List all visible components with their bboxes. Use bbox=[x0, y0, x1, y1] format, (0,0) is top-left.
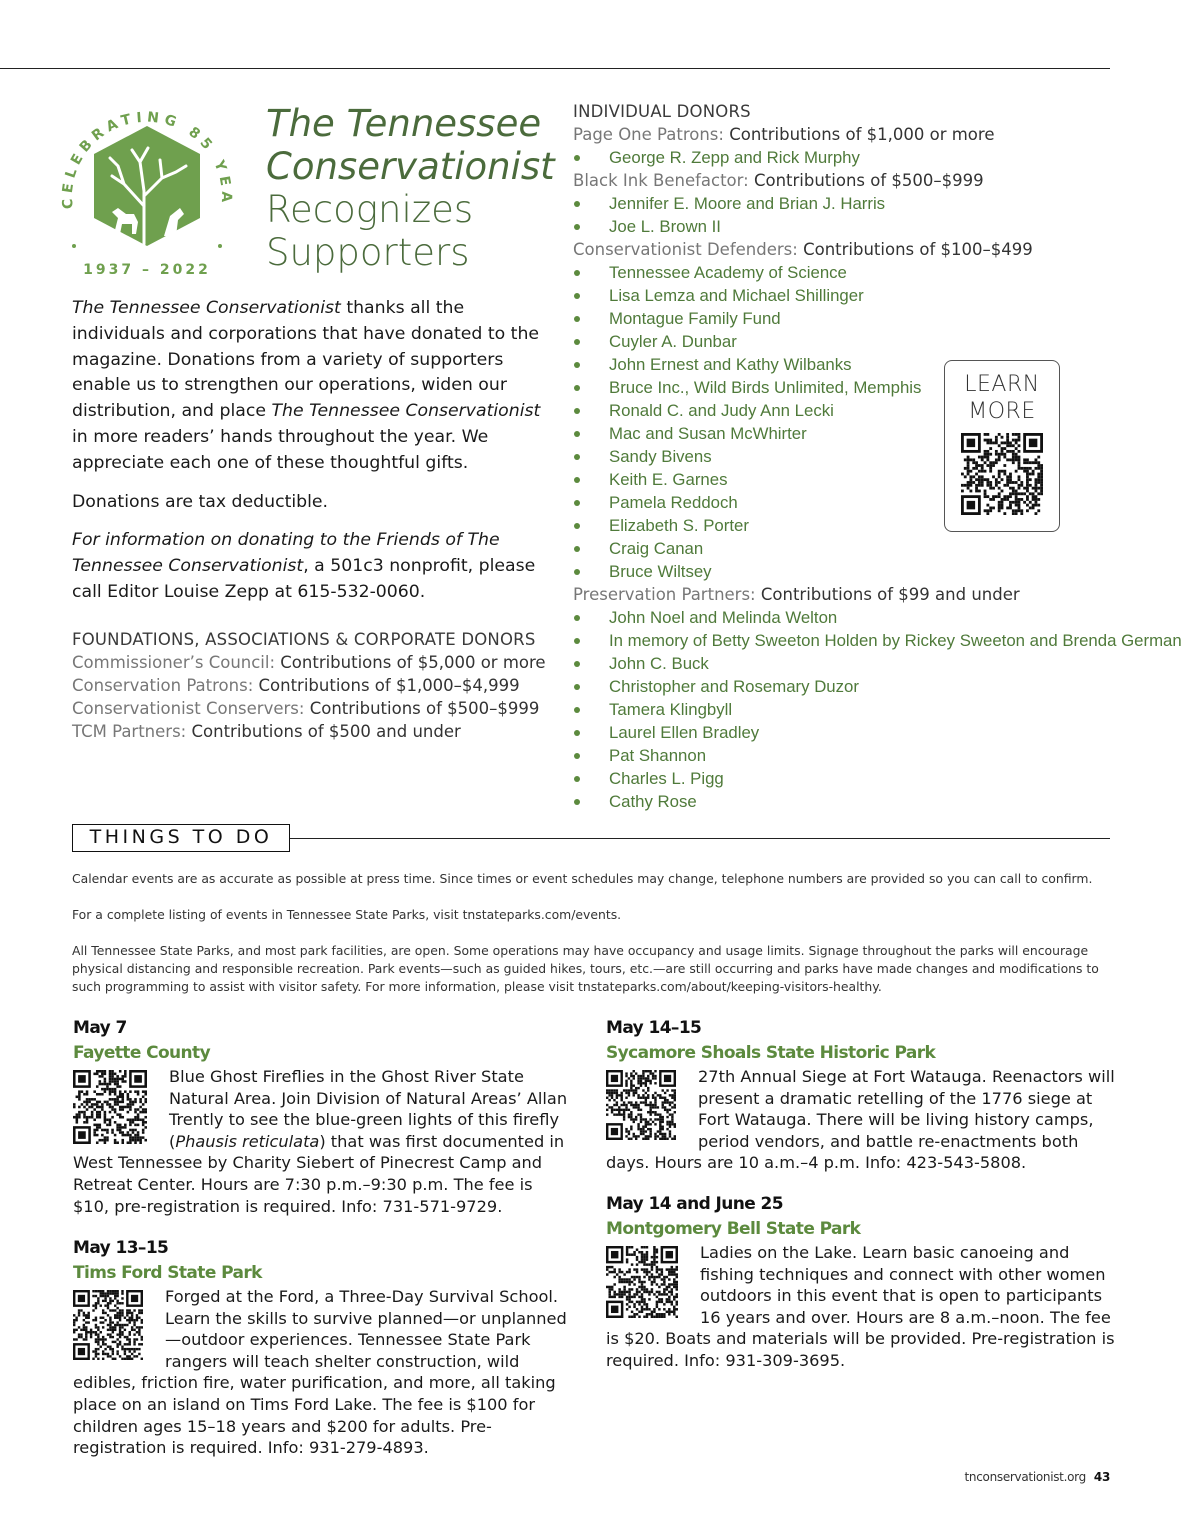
event-venue: Montgomery Bell State Park bbox=[606, 1219, 861, 1239]
donor-item: Christopher and Rosemary Duzor bbox=[573, 675, 1193, 698]
learn-line-1: LEARN bbox=[964, 372, 1040, 397]
intro-paragraph-3 bbox=[72, 528, 552, 605]
qr-code-icon[interactable] bbox=[606, 1246, 678, 1324]
tier-line bbox=[573, 238, 1193, 261]
tier-line bbox=[72, 674, 572, 697]
donor-list bbox=[573, 606, 1193, 813]
event-venue: Tims Ford State Park bbox=[73, 1263, 262, 1283]
foundation-heading: FOUNDATIONS, ASSOCIATIONS & CORPORATE DONORS bbox=[72, 630, 536, 649]
intro-text bbox=[72, 296, 552, 619]
event-body bbox=[73, 1066, 573, 1217]
page-title bbox=[266, 102, 566, 274]
donor-item: Lisa Lemza and Michael Shillinger bbox=[573, 284, 1193, 307]
title-italic: The Tennessee Conservationist bbox=[266, 102, 555, 188]
things-to-do-header bbox=[72, 824, 1110, 852]
donor-item: John C. Buck bbox=[573, 652, 1193, 675]
foundation-donors bbox=[72, 628, 572, 743]
event-venue: Sycamore Shoals State Historic Park bbox=[606, 1043, 936, 1063]
donor-item: Joe L. Brown II bbox=[573, 215, 1193, 238]
donor-item: Tamera Klingbyll bbox=[573, 698, 1193, 721]
tier-name: TCM Partners: bbox=[72, 722, 187, 741]
donor-item: Pat Shannon bbox=[573, 744, 1193, 767]
qr-code-icon[interactable] bbox=[961, 433, 1043, 520]
event-montgomery-bell bbox=[606, 1192, 1118, 1372]
tier-line bbox=[72, 697, 572, 720]
donor-item: Keith E. Garnes bbox=[573, 468, 1193, 491]
qr-code-icon[interactable] bbox=[606, 1070, 676, 1146]
learn-more-box[interactable] bbox=[944, 360, 1060, 532]
tier-name: Preservation Partners: bbox=[573, 585, 756, 604]
individual-donors bbox=[573, 100, 1193, 813]
individual-heading: INDIVIDUAL DONORS bbox=[573, 102, 751, 121]
donor-item: Craig Canan bbox=[573, 537, 1193, 560]
things-to-do-title: THINGS TO DO bbox=[72, 824, 290, 852]
donor-item: Jennifer E. Moore and Brian J. Harris bbox=[573, 192, 1193, 215]
intro-text-3: , a 501c3 nonprofit, please call Editor Louise Zepp at 615-532-0060. bbox=[72, 556, 536, 602]
tier-name: Commissioner’s Council: bbox=[72, 653, 276, 672]
learn-more-text bbox=[945, 371, 1059, 425]
event-venue: Fayette County bbox=[73, 1043, 211, 1063]
donor-item: Cuyler A. Dunbar bbox=[573, 330, 1193, 353]
donor-item: George R. Zepp and Rick Murphy bbox=[573, 146, 1193, 169]
donor-item: John Ernest and Kathy Wilbanks bbox=[573, 353, 1193, 376]
tier-range: Contributions of $99 and under bbox=[755, 585, 1020, 604]
donor-item: Ronald C. and Judy Ann Lecki bbox=[573, 399, 1193, 422]
page-footer bbox=[965, 1470, 1110, 1484]
donor-item: Bruce Wiltsey bbox=[573, 560, 1193, 583]
event-date: May 14 and June 25 bbox=[606, 1194, 783, 1214]
event-text: Ladies on the Lake. Learn basic canoeing and fishing techniques and connect with other women outdoors in this event that is open to participants 16 years and over. Hours are 8 a.m.–noon. The fee is $20. Boats and materials will be provided. Pre-registration is required. Info: 931-309-3695. bbox=[606, 1243, 1115, 1370]
calendar-notes bbox=[72, 870, 1112, 1014]
event-date: May 14–15 bbox=[606, 1018, 702, 1038]
intro-italic-3: For information on donating to the Friends of The Tennessee Conservationist bbox=[72, 530, 500, 577]
donor-item: Pamela Reddoch bbox=[573, 491, 1193, 514]
event-text-a: Blue Ghost Fireflies in the Ghost River State Natural Area. Join Division of Natural Areas’ Allan Trently to see the blue-green lights of this firefly ( bbox=[169, 1067, 568, 1151]
tier-line bbox=[573, 123, 1193, 146]
donor-item: Laurel Ellen Bradley bbox=[573, 721, 1193, 744]
donor-item: Tennessee Academy of Science bbox=[573, 261, 1193, 284]
event-text-b: ) that was first documented in West Tennessee by Charity Siebert of Pinecrest Camp and Retreat Center. Hours are 7:30 p.m.–9:30 p.m. The fee is $10, pre-registration is required. Info: 731-571-9729. bbox=[73, 1131, 565, 1216]
tier-name: Conservationist Defenders: bbox=[573, 240, 798, 259]
page-number: 43 bbox=[1093, 1470, 1110, 1484]
tier-line bbox=[72, 720, 572, 743]
event-sycamore-shoals bbox=[606, 1016, 1118, 1174]
logo-arc-text: CELEBRATING 85 YEA bbox=[59, 109, 235, 210]
donor-list bbox=[573, 192, 1193, 238]
tier-name: Page One Patrons: bbox=[573, 125, 724, 144]
donor-list bbox=[573, 146, 1193, 169]
intro-paragraph-1 bbox=[72, 296, 552, 477]
tier-range: Contributions of $500 and under bbox=[186, 722, 461, 741]
tier-name: Conservation Patrons: bbox=[72, 676, 254, 695]
donor-item: Sandy Bivens bbox=[573, 445, 1193, 468]
intro-italic-1: The Tennessee Conservationist bbox=[72, 298, 341, 318]
donor-item: Charles L. Pigg bbox=[573, 767, 1193, 790]
intro-text-1b: in more readers’ hands throughout the year. We appreciate each one of these thoughtful gifts. bbox=[72, 426, 489, 473]
footer-site: tnconservationist.org bbox=[964, 1470, 1086, 1484]
things-rule bbox=[290, 838, 1110, 839]
tier-name: Black Ink Benefactor: bbox=[573, 171, 749, 190]
donor-item: Montague Family Fund bbox=[573, 307, 1193, 330]
tier-name: Conservationist Conservers: bbox=[72, 699, 305, 718]
tier-line bbox=[573, 583, 1193, 606]
event-date: May 13–15 bbox=[73, 1238, 169, 1258]
logo-years: 1937 – 2022 bbox=[83, 262, 211, 278]
event-tims-ford bbox=[73, 1236, 573, 1459]
qr-code-icon[interactable] bbox=[73, 1290, 143, 1366]
intro-paragraph-2: Donations are tax deductible. bbox=[72, 491, 329, 512]
top-rule bbox=[0, 68, 1110, 69]
donor-list bbox=[573, 261, 1193, 583]
donor-item: Elizabeth S. Porter bbox=[573, 514, 1193, 537]
learn-line-2: MORE bbox=[968, 399, 1036, 424]
note-2: For a complete listing of events in Tennessee State Parks, visit tnstateparks.com/events. bbox=[72, 907, 622, 922]
event-body bbox=[606, 1066, 1118, 1174]
intro-text-1a: thanks all the individuals and corporations that have donated to the magazine. Donations from a variety of supporters enable us to strengthen our operations, widen our distribution, and place bbox=[72, 298, 540, 422]
qr-code-icon[interactable] bbox=[73, 1070, 147, 1150]
donor-item: Mac and Susan McWhirter bbox=[573, 422, 1193, 445]
tier-line bbox=[573, 169, 1193, 192]
intro-italic-2: The Tennessee Conservationist bbox=[271, 401, 541, 422]
event-text: Forged at the Ford, a Three-Day Survival School. Learn the skills to survive planned—or unplanned—outdoor experiences. Tennessee State Park rangers will teach shelter construction, wild edibles, friction fire, water purification, and more, all taking place on an island on Tims Ford Lake. The fee is $100 for children ages 15–18 years and $200 for adults. Pre-registration is required. Info: 931-279-4893. bbox=[73, 1287, 567, 1458]
event-text-italic: Phausis reticulata bbox=[175, 1131, 320, 1151]
donor-item: John Noel and Melinda Welton bbox=[573, 606, 1193, 629]
tier-range: Contributions of $1,000 or more bbox=[723, 125, 995, 144]
event-text: 27th Annual Siege at Fort Watauga. Reenactors will present a dramatic retelling of the 1776 siege at Fort Watauga. There will be living history camps, period vendors, and battle re-enactments both days. Hours are 10 a.m.–4 p.m. Info: 423-543-5808. bbox=[606, 1067, 1115, 1173]
tier-range: Contributions of $100–$499 bbox=[797, 240, 1033, 259]
event-body bbox=[73, 1286, 573, 1459]
tier-range: Contributions of $500–$999 bbox=[304, 699, 540, 718]
event-fayette bbox=[73, 1016, 573, 1217]
donor-item: Bruce Inc., Wild Birds Unlimited, Memphis bbox=[573, 376, 1193, 399]
event-date: May 7 bbox=[73, 1018, 127, 1038]
title-plain: Recognizes Supporters bbox=[266, 188, 474, 274]
tier-range: Contributions of $500–$999 bbox=[748, 171, 984, 190]
tier-line bbox=[72, 651, 572, 674]
tier-range: Contributions of $1,000–$4,999 bbox=[253, 676, 520, 695]
event-body bbox=[606, 1242, 1118, 1372]
note-1: Calendar events are as accurate as possible at press time. Since times or event schedules may change, telephone numbers are provided so you can call to confirm. bbox=[72, 871, 1093, 886]
note-3: All Tennessee State Parks, and most park facilities, are open. Some operations may have occupancy and usage limits. Signage throughout the parks will encourage physical distancing and responsible recreation. Park events—such as guided hikes, tours, etc.—are still occurring and parks have made changes and modifications to such programming to assist with visitor safety. For more information, please visit tnstateparks.com/about/keeping-visitors-healthy. bbox=[72, 943, 1099, 994]
donor-item: Cathy Rose bbox=[573, 790, 1193, 813]
anniversary-logo bbox=[52, 96, 242, 286]
donor-item: In memory of Betty Sweeton Holden by Rickey Sweeton and Brenda German bbox=[573, 629, 1193, 652]
tier-range: Contributions of $5,000 or more bbox=[275, 653, 546, 672]
